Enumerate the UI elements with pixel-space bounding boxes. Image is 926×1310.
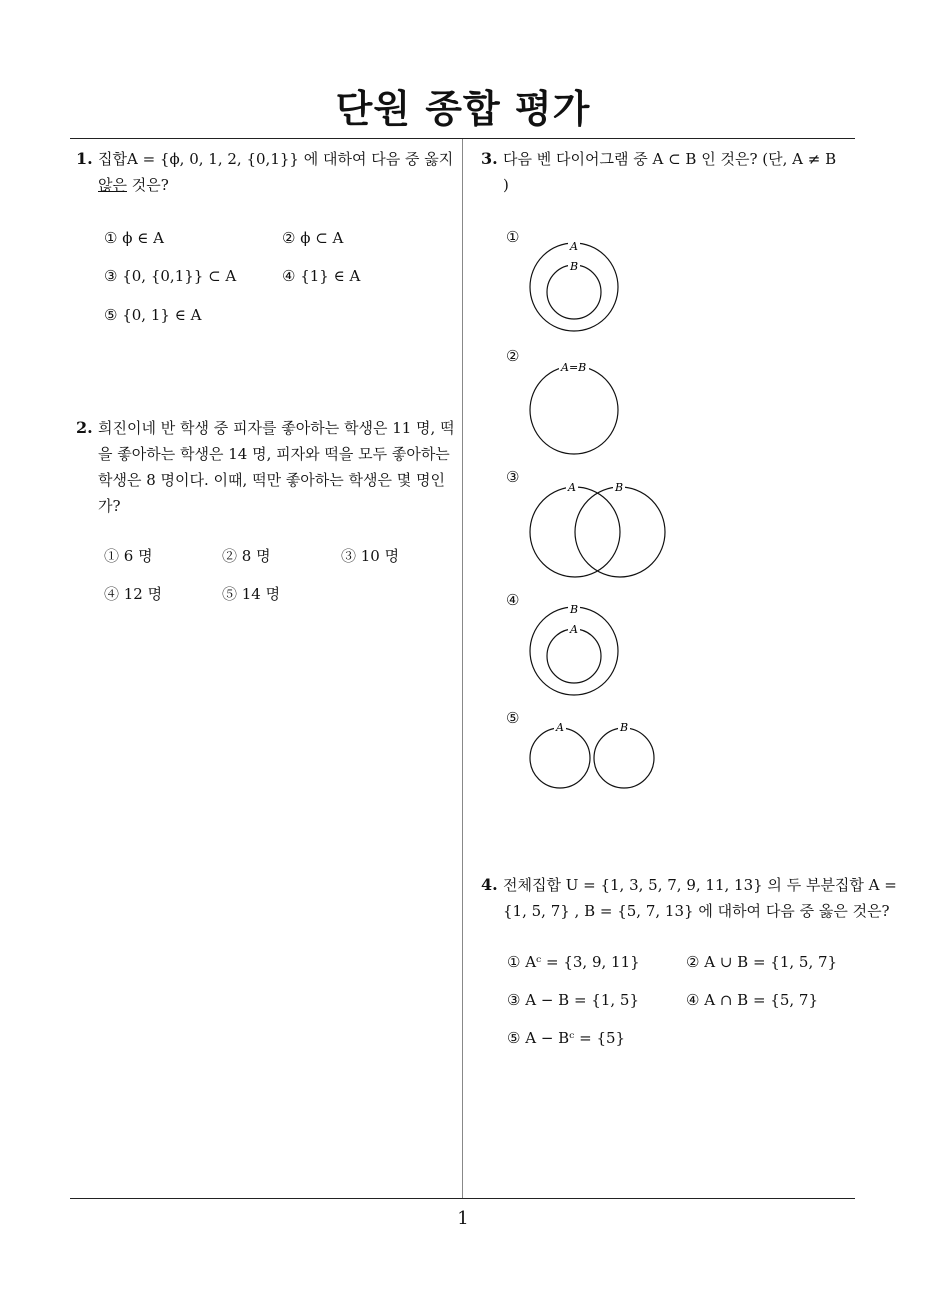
label-left: A (568, 481, 576, 494)
label-outer: B (570, 603, 579, 616)
choice-5[interactable]: ⑤ A − Bᶜ = {5} (507, 1029, 626, 1047)
choice-4[interactable]: ④ (506, 591, 520, 609)
label-right: B (620, 722, 629, 734)
question-text: 학생은 8 명이다. 이때, 떡만 좋아하는 학생은 몇 명인 (98, 471, 446, 489)
label-right: B (615, 481, 624, 494)
question-text (98, 172, 453, 198)
question-text: {1, 5, 7} , B = {5, 7, 13} 에 대하여 다음 중 옳은 것은? (503, 902, 890, 920)
question-3 (481, 146, 837, 198)
question-text: 다음 벤 다이어그램 중 A ⊂ B 인 것은? (단, A ≠ B (503, 150, 837, 168)
bottom-rule (70, 1198, 855, 1199)
choice-4[interactable]: ④ {1} ∈ A (282, 267, 361, 285)
right-circle (594, 728, 654, 788)
choice-3[interactable]: ③ (506, 468, 520, 486)
choice-5[interactable]: ⑤ 14 명 (222, 585, 281, 603)
choice-3[interactable]: ③ 10 명 (341, 547, 400, 565)
choice-5[interactable]: ⑤ (506, 709, 520, 727)
label-outer: A (570, 240, 578, 253)
venn-diagram-5 (525, 722, 660, 794)
choice-4[interactable]: ④ A ∩ B = {5, 7} (686, 991, 818, 1009)
label-equal: A=B (561, 361, 587, 374)
question-text: 전체집합 U = {1, 3, 5, 7, 9, 11, 13} 의 두 부분집합 A = (503, 876, 897, 894)
question-text: 가? (98, 497, 121, 515)
question-number: 1. (76, 149, 93, 168)
choice-2[interactable]: ② ϕ ⊂ A (282, 229, 344, 247)
question-text-rest: 것은? (126, 176, 169, 194)
question-2 (76, 415, 455, 519)
question-number: 4. (481, 875, 498, 894)
choice-2[interactable]: ② 8 명 (222, 547, 271, 565)
choice-5[interactable]: ⑤ {0, 1} ∈ A (104, 306, 202, 324)
venn-diagram-2 (525, 360, 625, 460)
choice-2[interactable]: ② A ∪ B = {1, 5, 7} (686, 953, 838, 971)
choice-1[interactable]: ① 6 명 (104, 547, 153, 565)
choice-1[interactable]: ① Aᶜ = {3, 9, 11} (507, 953, 640, 971)
label-left: A (556, 722, 564, 734)
question-text: 을 좋아하는 학생은 14 명, 피자와 떡을 모두 좋아하는 (98, 445, 450, 463)
question-number: 3. (481, 149, 498, 168)
venn-diagram-4 (525, 600, 625, 700)
choice-2[interactable]: ② (506, 347, 520, 365)
page-title: 단원 종합 평가 (335, 87, 591, 131)
choice-3[interactable]: ③ {0, {0,1}} ⊂ A (104, 267, 237, 285)
question-text: ) (503, 176, 509, 194)
page-number: 1 (457, 1208, 469, 1229)
question-4 (481, 872, 897, 924)
outer-circle (530, 607, 618, 695)
choice-4[interactable]: ④ 12 명 (104, 585, 163, 603)
venn-diagram-1 (525, 236, 625, 336)
question-text: 희진이네 반 학생 중 피자를 좋아하는 학생은 11 명, 떡 (98, 419, 455, 437)
equal-circle (530, 366, 618, 454)
label-inner: B (570, 260, 579, 273)
inner-circle (547, 265, 601, 319)
column-divider (462, 139, 463, 1198)
underlined-text: 않은 (98, 176, 127, 194)
outer-circle (530, 243, 618, 331)
choice-3[interactable]: ③ A − B = {1, 5} (507, 991, 639, 1009)
label-inner: A (570, 623, 578, 636)
choice-1[interactable]: ① ϕ ∈ A (104, 229, 164, 247)
choice-1[interactable]: ① (506, 228, 520, 246)
left-circle (530, 728, 590, 788)
question-1 (76, 146, 454, 198)
question-text: 집합A = {ϕ, 0, 1, 2, {0,1}} 에 대하여 다음 중 옳지 (98, 150, 454, 168)
question-number: 2. (76, 418, 93, 437)
venn-diagram-3 (525, 478, 670, 582)
inner-circle (547, 629, 601, 683)
